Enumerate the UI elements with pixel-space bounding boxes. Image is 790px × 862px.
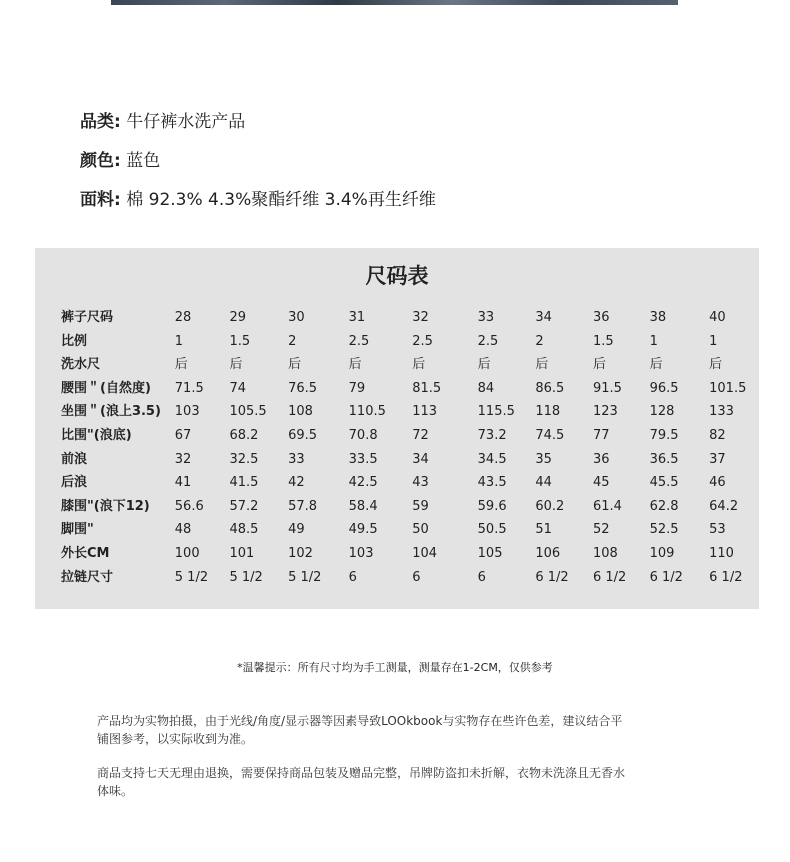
size-cell: 6 1/2 xyxy=(592,569,627,585)
info-fabric-value: 棉 92.3% 4.3%聚酯纤维 3.4%再生纤维 xyxy=(126,190,436,210)
return-policy: 商品支持七天无理由退换，需要保持商品包装及赠品完整，吊牌防盗扣未折解，衣物未洗涤且无香水体味。 xyxy=(97,766,626,798)
size-cell: 69.5 xyxy=(288,427,318,443)
size-chart-title: 尺码表 xyxy=(365,264,429,288)
size-cell: 后 xyxy=(649,357,663,373)
size-cell: 76.5 xyxy=(288,380,318,396)
size-chart-panel xyxy=(35,248,759,609)
size-cell: 41 xyxy=(174,475,192,491)
size-cell: 123 xyxy=(592,404,618,420)
size-row-label: 腰围＂(自然度) xyxy=(61,380,151,396)
size-cell: 49 xyxy=(288,522,305,538)
size-row-label: 后浪 xyxy=(61,475,88,491)
size-cell: 105.5 xyxy=(229,404,267,420)
size-table-row xyxy=(61,377,759,401)
size-row-label: 坐围＂(浪上3.5) xyxy=(61,404,161,420)
size-cell: 6 1/2 xyxy=(535,569,569,585)
size-cell: 45.5 xyxy=(649,475,679,491)
size-cell: 35 xyxy=(535,451,552,467)
size-cell: 61.4 xyxy=(592,498,622,514)
size-cell: 2 xyxy=(288,333,297,349)
size-cell: 59.6 xyxy=(477,498,507,514)
info-color-value: 蓝色 xyxy=(126,151,161,171)
size-cell: 82 xyxy=(709,427,726,443)
size-cell: 6 1/2 xyxy=(709,569,743,585)
info-fabric xyxy=(80,185,436,210)
size-table-row xyxy=(61,495,759,519)
size-cell: 73.2 xyxy=(477,427,507,443)
size-cell: 101.5 xyxy=(709,380,747,396)
size-cell: 后 xyxy=(592,357,606,373)
size-cell: 110 xyxy=(709,545,734,561)
size-cell: 86.5 xyxy=(535,380,565,396)
size-cell: 31 xyxy=(348,310,366,325)
size-cell: 6 xyxy=(348,569,357,585)
size-table-row xyxy=(61,448,759,472)
size-cell: 2.5 xyxy=(348,333,370,349)
size-cell: 74.5 xyxy=(535,427,565,443)
size-row-label: 脚围" xyxy=(61,522,94,538)
size-cell: 42.5 xyxy=(348,475,378,491)
size-cell: 109 xyxy=(649,545,675,561)
size-cell: 102 xyxy=(288,545,313,561)
size-row-label: 外长CM xyxy=(61,545,110,561)
size-cell: 45 xyxy=(592,475,610,491)
size-cell: 50 xyxy=(412,522,429,538)
size-cell: 113 xyxy=(412,404,438,420)
info-color-label: 颜色: xyxy=(80,151,121,171)
size-cell: 108 xyxy=(288,404,313,420)
size-row-label: 洗水尺 xyxy=(61,357,101,373)
size-row-label: 膝围"(浪下12) xyxy=(61,498,150,514)
size-cell: 46 xyxy=(709,475,726,491)
size-table-row xyxy=(61,306,759,330)
size-cell: 后 xyxy=(412,357,426,373)
size-cell: 77 xyxy=(592,427,610,443)
size-cell: 67 xyxy=(174,427,192,443)
size-cell: 49.5 xyxy=(348,522,378,538)
size-cell: 33 xyxy=(477,310,495,325)
size-cell: 41.5 xyxy=(229,475,259,491)
size-cell: 60.2 xyxy=(535,498,565,514)
size-cell: 6 1/2 xyxy=(649,569,683,585)
size-cell: 103 xyxy=(174,404,200,420)
size-cell: 79 xyxy=(348,380,366,396)
size-table-row xyxy=(61,400,759,424)
size-cell: 50.5 xyxy=(477,522,507,538)
size-cell: 128 xyxy=(649,404,675,420)
info-fabric-label: 面料: xyxy=(80,190,121,210)
size-cell: 43 xyxy=(412,475,429,491)
size-cell: 29 xyxy=(229,310,246,325)
size-cell: 36 xyxy=(592,310,610,325)
size-table-row xyxy=(61,330,759,354)
size-table-row xyxy=(61,518,759,542)
size-cell: 57.8 xyxy=(288,498,318,514)
size-cell: 37 xyxy=(709,451,726,467)
size-cell: 2.5 xyxy=(477,333,499,349)
size-cell: 33.5 xyxy=(348,451,378,467)
size-cell: 1 xyxy=(174,333,184,349)
size-cell: 43.5 xyxy=(477,475,507,491)
size-cell: 44 xyxy=(535,475,552,491)
size-cell: 62.8 xyxy=(649,498,679,514)
size-cell: 68.2 xyxy=(229,427,259,443)
size-cell: 110.5 xyxy=(348,404,386,420)
size-cell: 48 xyxy=(174,522,192,538)
size-cell: 34.5 xyxy=(477,451,507,467)
size-cell: 后 xyxy=(229,357,243,373)
size-cell: 74 xyxy=(229,380,246,396)
size-row-label: 拉链尺寸 xyxy=(61,569,114,585)
size-row-label: 比例 xyxy=(61,333,88,349)
info-category xyxy=(80,107,245,132)
size-cell: 后 xyxy=(348,357,362,373)
size-cell: 71.5 xyxy=(174,380,204,396)
size-cell: 56.6 xyxy=(174,498,204,514)
info-category-label: 品类: xyxy=(80,112,121,132)
size-cell: 81.5 xyxy=(412,380,442,396)
size-cell: 105 xyxy=(477,545,503,561)
size-table-row xyxy=(61,566,759,590)
size-cell: 101 xyxy=(229,545,255,561)
size-cell: 32 xyxy=(174,451,192,467)
size-cell: 53 xyxy=(709,522,726,538)
size-cell: 34 xyxy=(412,451,429,467)
size-table-row xyxy=(61,424,759,448)
size-cell: 84 xyxy=(477,380,495,396)
size-table-row xyxy=(61,353,759,377)
size-cell: 108 xyxy=(592,545,618,561)
size-cell: 40 xyxy=(709,310,726,325)
size-cell: 30 xyxy=(288,310,305,325)
size-cell: 后 xyxy=(174,357,188,373)
size-cell: 133 xyxy=(709,404,734,420)
size-cell: 59 xyxy=(412,498,429,514)
size-cell: 1 xyxy=(649,333,658,349)
size-cell: 34 xyxy=(535,310,552,325)
size-cell: 52 xyxy=(592,522,610,538)
size-cell: 2 xyxy=(535,333,544,349)
size-cell: 51 xyxy=(535,522,552,538)
size-row-label: 裤子尺码 xyxy=(61,310,114,325)
size-row-label: 前浪 xyxy=(61,451,88,467)
size-cell: 32 xyxy=(412,310,429,325)
size-cell: 6 xyxy=(412,569,421,585)
size-cell: 58.4 xyxy=(348,498,378,514)
size-cell: 103 xyxy=(348,545,374,561)
size-cell: 96.5 xyxy=(649,380,679,396)
size-cell: 1.5 xyxy=(229,333,251,349)
size-cell: 42 xyxy=(288,475,305,491)
size-cell: 1.5 xyxy=(592,333,614,349)
size-table-row xyxy=(61,542,759,566)
size-cell: 72 xyxy=(412,427,429,443)
size-cell: 后 xyxy=(709,357,723,373)
size-cell: 后 xyxy=(535,357,549,373)
size-cell: 104 xyxy=(412,545,438,561)
size-table-row xyxy=(61,471,759,495)
size-cell: 后 xyxy=(477,357,491,373)
product-photo-edge xyxy=(111,0,678,5)
measurement-note: *温馨提示：所有尺寸均为手工测量，测量存在1-2CM，仅供参考 xyxy=(237,661,553,674)
size-cell: 36.5 xyxy=(649,451,679,467)
size-cell: 118 xyxy=(535,404,561,420)
size-cell: 1 xyxy=(709,333,718,349)
size-cell: 57.2 xyxy=(229,498,259,514)
size-chart-table xyxy=(61,306,759,589)
size-cell: 6 xyxy=(477,569,486,585)
size-cell: 38 xyxy=(649,310,667,325)
size-cell: 48.5 xyxy=(229,522,259,538)
size-cell: 64.2 xyxy=(709,498,739,514)
size-cell: 28 xyxy=(174,310,192,325)
size-cell: 115.5 xyxy=(477,404,515,420)
size-cell: 5 1/2 xyxy=(174,569,209,585)
size-cell: 33 xyxy=(288,451,305,467)
size-cell: 2.5 xyxy=(412,333,433,349)
size-cell: 52.5 xyxy=(649,522,679,538)
size-cell: 70.8 xyxy=(348,427,378,443)
size-cell: 5 1/2 xyxy=(288,569,322,585)
size-cell: 后 xyxy=(288,357,302,373)
size-cell: 36 xyxy=(592,451,610,467)
size-cell: 79.5 xyxy=(649,427,679,443)
size-cell: 5 1/2 xyxy=(229,569,263,585)
photo-disclaimer: 产品均为实物拍摄，由于光线/角度/显示器等因素导致LOOkbook与实物存在些许色差，建议结合平铺图参考，以实际收到为准。 xyxy=(97,714,623,746)
info-category-value: 牛仔裤水洗产品 xyxy=(126,112,246,132)
size-cell: 91.5 xyxy=(592,380,622,396)
size-row-label: 比围"(浪底) xyxy=(61,427,132,443)
size-cell: 106 xyxy=(535,545,561,561)
size-cell: 100 xyxy=(174,545,200,561)
info-color xyxy=(80,146,160,171)
size-cell: 32.5 xyxy=(229,451,259,467)
